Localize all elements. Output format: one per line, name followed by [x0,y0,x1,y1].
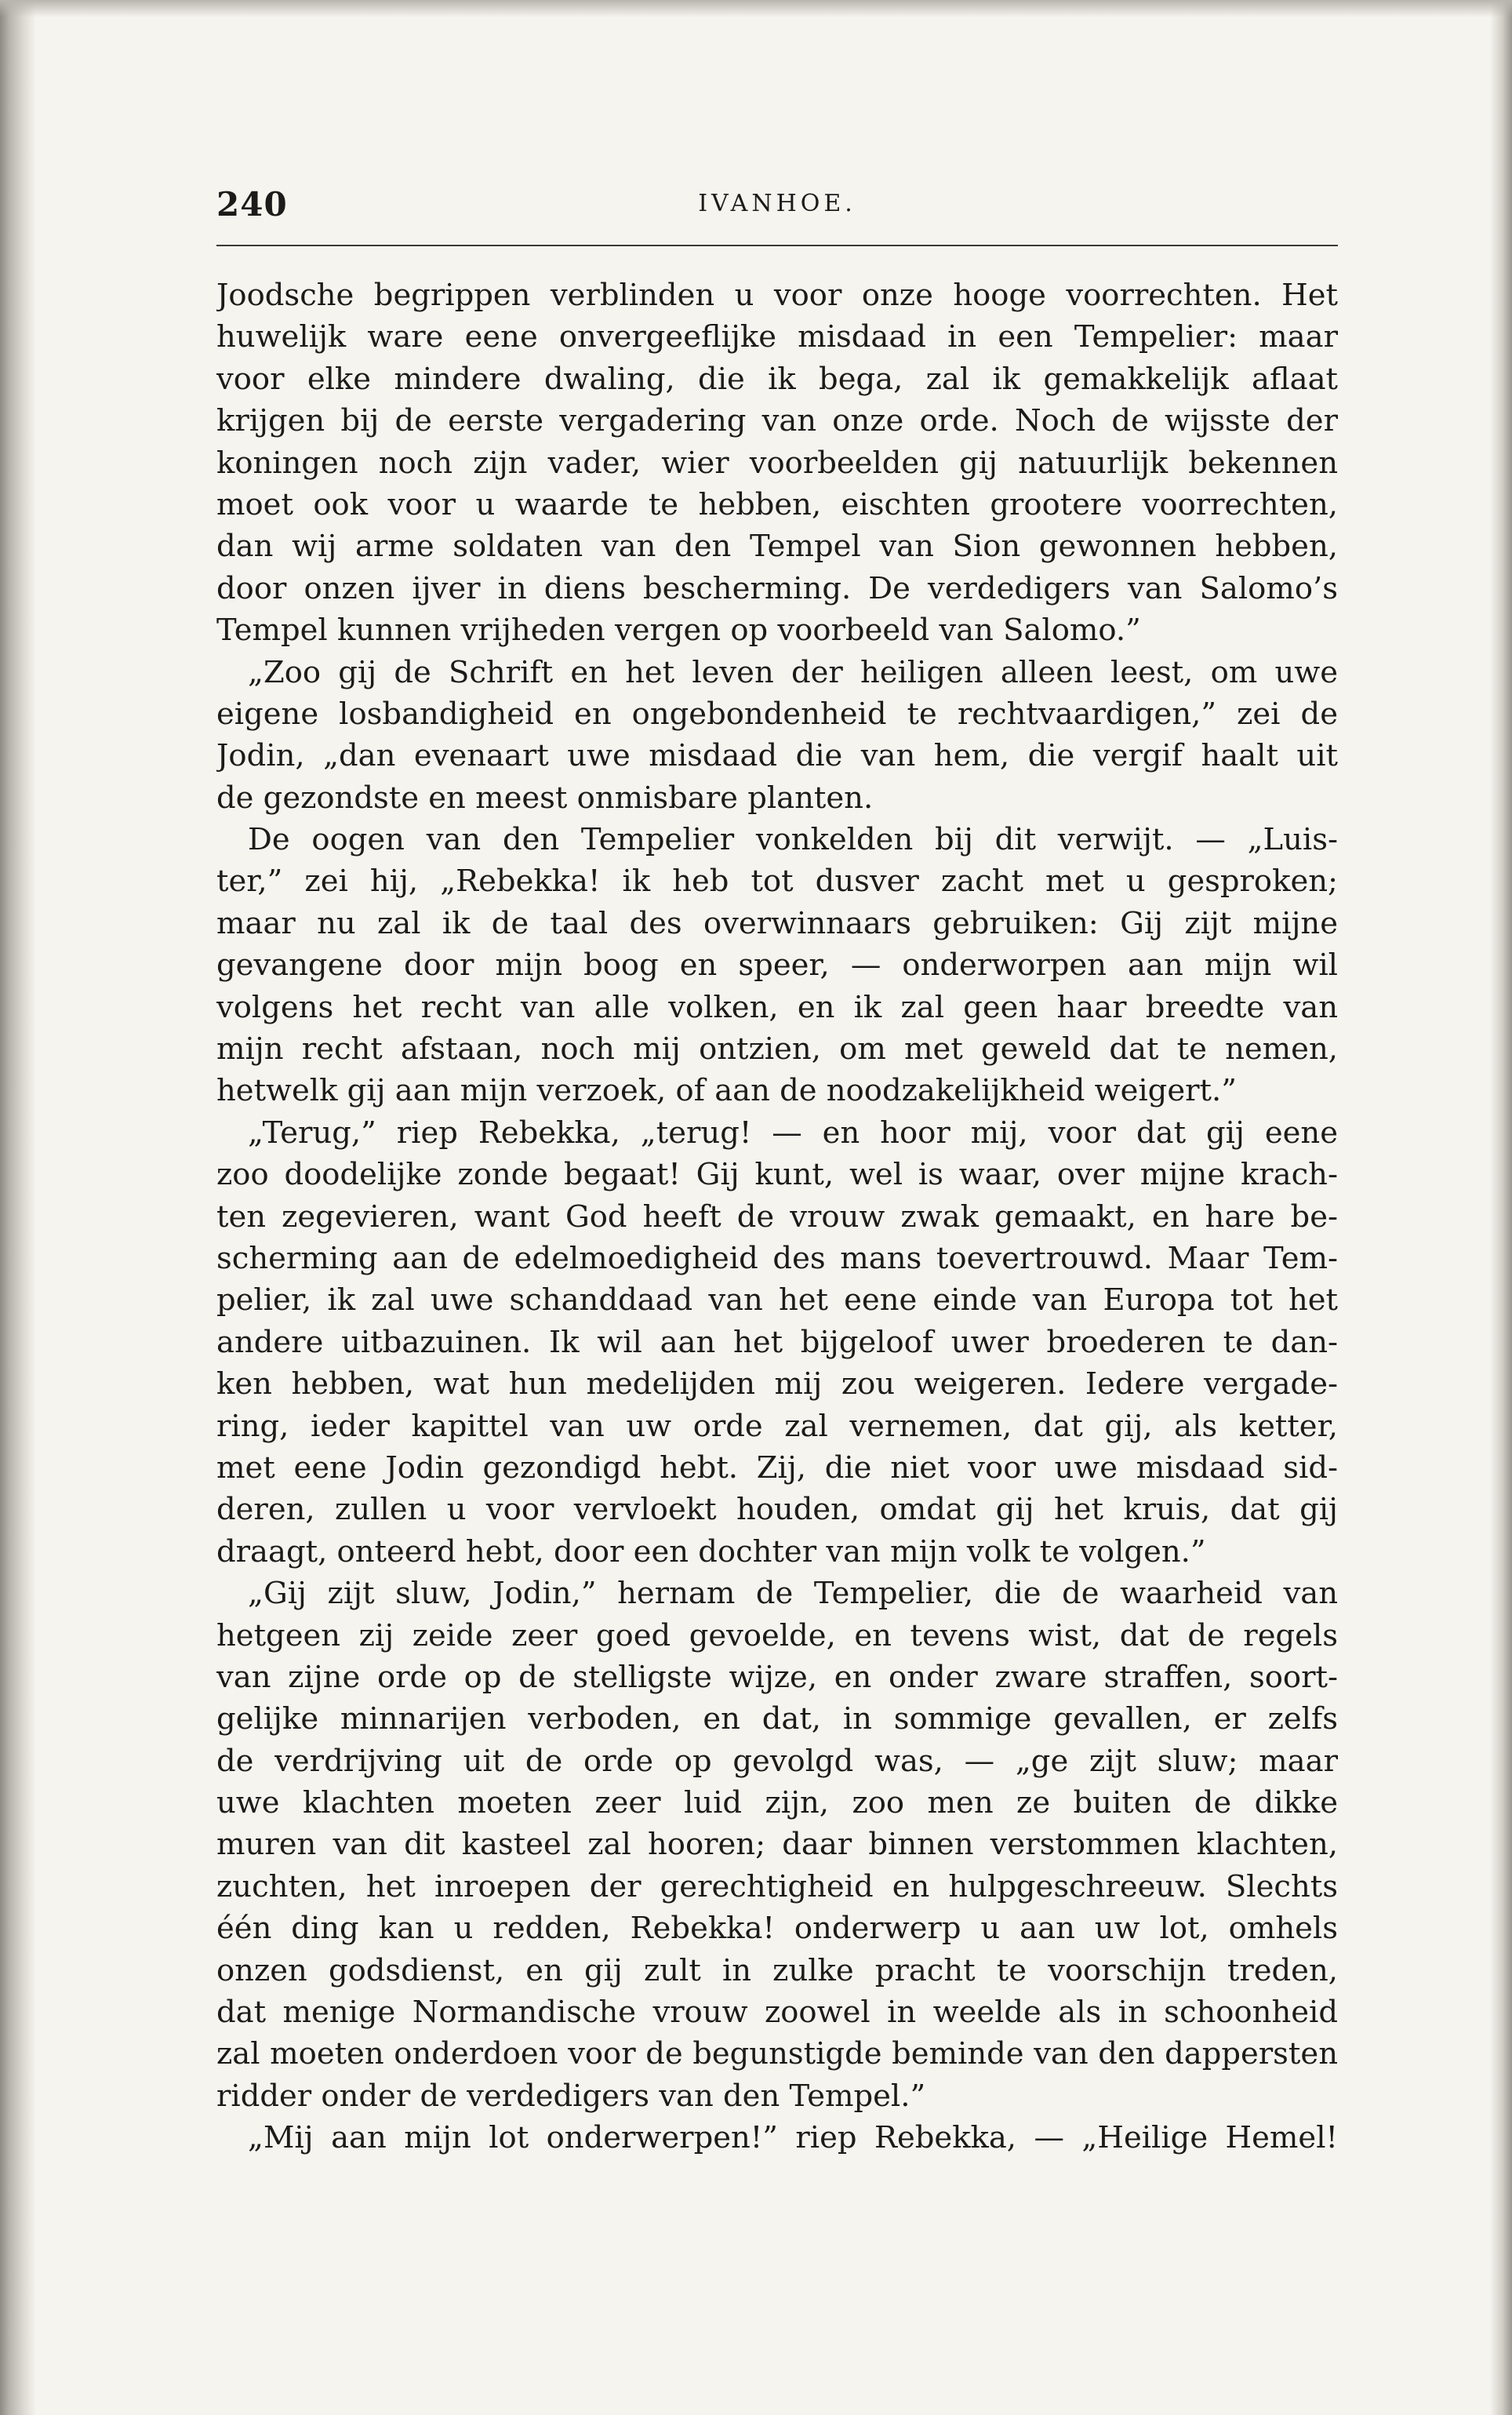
page-number: 240 [216,185,288,224]
text-line: krijgen bij de eerste vergadering van onze orde. Noch de wijsste der [216,403,1338,439]
text-line: zuchten, het inroepen der gerechtigheid en hulpgeschreeuw. Slechts [216,1868,1338,1904]
text-line: muren van dit kasteel zal hooren; daar binnen verstommen klachten, [216,1827,1338,1863]
text-line: Joodsche begrippen verblinden u voor onze hooge voorrechten. Het [216,278,1338,313]
text-line: ten zegevieren, want God heeft de vrouw zwak gemaakt, en hare be- [216,1198,1338,1235]
text-line: hetwelk gij aan mijn verzoek, of aan de noodzakelijkheid weigert.” [216,1073,1237,1109]
text-line: ken hebben, wat hun medelijden mij zou weigeren. Iedere vergade- [216,1366,1338,1402]
text-line: „Mij aan mijn lot onderwerpen!” riep Rebekka, — „Heilige Hemel! [248,2120,1338,2156]
text-line: koningen noch zijn vader, wier voorbeelden gij natuurlijk bekennen [216,445,1338,481]
text-line: met eene Jodin gezondigd hebt. Zij, die niet voor uwe misdaad sid- [216,1449,1338,1486]
text-line: „Zoo gij de Schrift en het leven der heiligen alleen leest, om uwe [248,654,1338,690]
text-line: huwelijk ware eene onvergeeflijke misdaad in een Tempelier: maar [216,319,1338,355]
scan-edge-left [0,0,36,2415]
text-line: hetgeen zij zeide zeer goed gevoelde, en tevens wist, dat de regels [216,1617,1338,1653]
header-rule [216,245,1338,246]
text-line: Tempel kunnen vrijheden vergen op voorbeeld van Salomo.” [216,613,1141,649]
text-line: Jodin, „dan evenaart uwe misdaad die van hem, die vergif haalt uit [216,738,1338,774]
text-line: pelier, ik zal uwe schanddaad van het eene einde van Europa tot het [216,1282,1338,1318]
text-line: gelijke minnarijen verboden, en dat, in sommige gevallen, er zelfs [216,1701,1338,1737]
text-line: zal moeten onderdoen voor de begunstigde beminde van den dappersten [216,2036,1338,2072]
text-line: de verdrijving uit de orde op gevolgd was, — „ge zijt sluw; maar [216,1743,1338,1779]
text-line: maar nu zal ik de taal des overwinnaars gebruiken: Gij zijt mijne [216,905,1338,941]
text-line: de gezondste en meest onmisbare planten. [216,780,874,816]
text-line: door onzen ijver in diens bescherming. De verdedigers van Salomo’s [216,570,1338,606]
text-line: volgens het recht van alle volken, en ik zal geen haar breedte van [216,989,1338,1025]
text-line: De oogen van den Tempelier vonkelden bij dit verwijt. — „Luis- [248,822,1338,858]
text-line: dan wij arme soldaten van den Tempel van Sion gewonnen hebben, [216,529,1338,565]
text-line: zoo doodelijke zonde begaat! Gij kunt, wel is waar, over mijne krach- [216,1157,1338,1193]
running-title: IVANHOE. [698,190,856,217]
text-line: „Gij zijt sluw, Jodin,” hernam de Tempelier, die de waarheid van [248,1576,1338,1612]
text-line: voor elke mindere dwaling, die ik bega, zal ik gemakkelijk aflaat [216,361,1338,397]
scan-edge-right [1490,0,1512,2415]
text-line: „Terug,” riep Rebekka, „terug! — en hoor mij, voor dat gij eene [248,1115,1338,1151]
text-line: eigene losbandigheid en ongebondenheid te rechtvaardigen,” zei de [216,696,1338,732]
body-text [216,275,1338,2159]
text-line: scherming aan de edelmoedigheid des mans toevertrouwd. Maar Tem- [216,1240,1338,1276]
text-line: gevangene door mijn boog en speer, — onderworpen aan mijn wil [216,947,1338,984]
text-line: moet ook voor u waarde te hebben, eischten grootere voorrechten, [216,486,1338,522]
text-line: draagt, onteerd hebt, door een dochter van mijn volk te volgen.” [216,1533,1206,1569]
text-line: uwe klachten moeten zeer luid zijn, zoo men ze buiten de dikke [216,1785,1338,1821]
text-line: ring, ieder kapittel van uw orde zal vernemen, dat gij, als ketter, [216,1408,1338,1444]
text-line: onzen godsdienst, en gij zult in zulke pracht te voorschijn treden, [216,1952,1338,1988]
text-line: ter,” zei hij, „Rebekka! ik heb tot dusver zacht met u gesproken; [216,864,1338,900]
text-line: andere uitbazuinen. Ik wil aan het bijgeloof uwer broederen te dan- [216,1324,1338,1360]
text-line: dat menige Normandische vrouw zoowel in weelde als in schoonheid [216,1995,1338,2031]
text-line: ridder onder de verdedigers van den Tempel.” [216,2078,926,2114]
page-header [216,185,1338,240]
text-line: deren, zullen u voor vervloekt houden, omdat gij het kruis, dat gij [216,1492,1338,1528]
text-line: van zijne orde op de stelligste wijze, en onder zware straffen, soort- [216,1659,1338,1695]
scan-edge-top [0,0,1512,17]
text-line: mijn recht afstaan, noch mij ontzien, om met geweld dat te nemen, [216,1031,1338,1067]
text-line: één ding kan u redden, Rebekka! onderwerp u aan uw lot, omhels [216,1911,1338,1947]
